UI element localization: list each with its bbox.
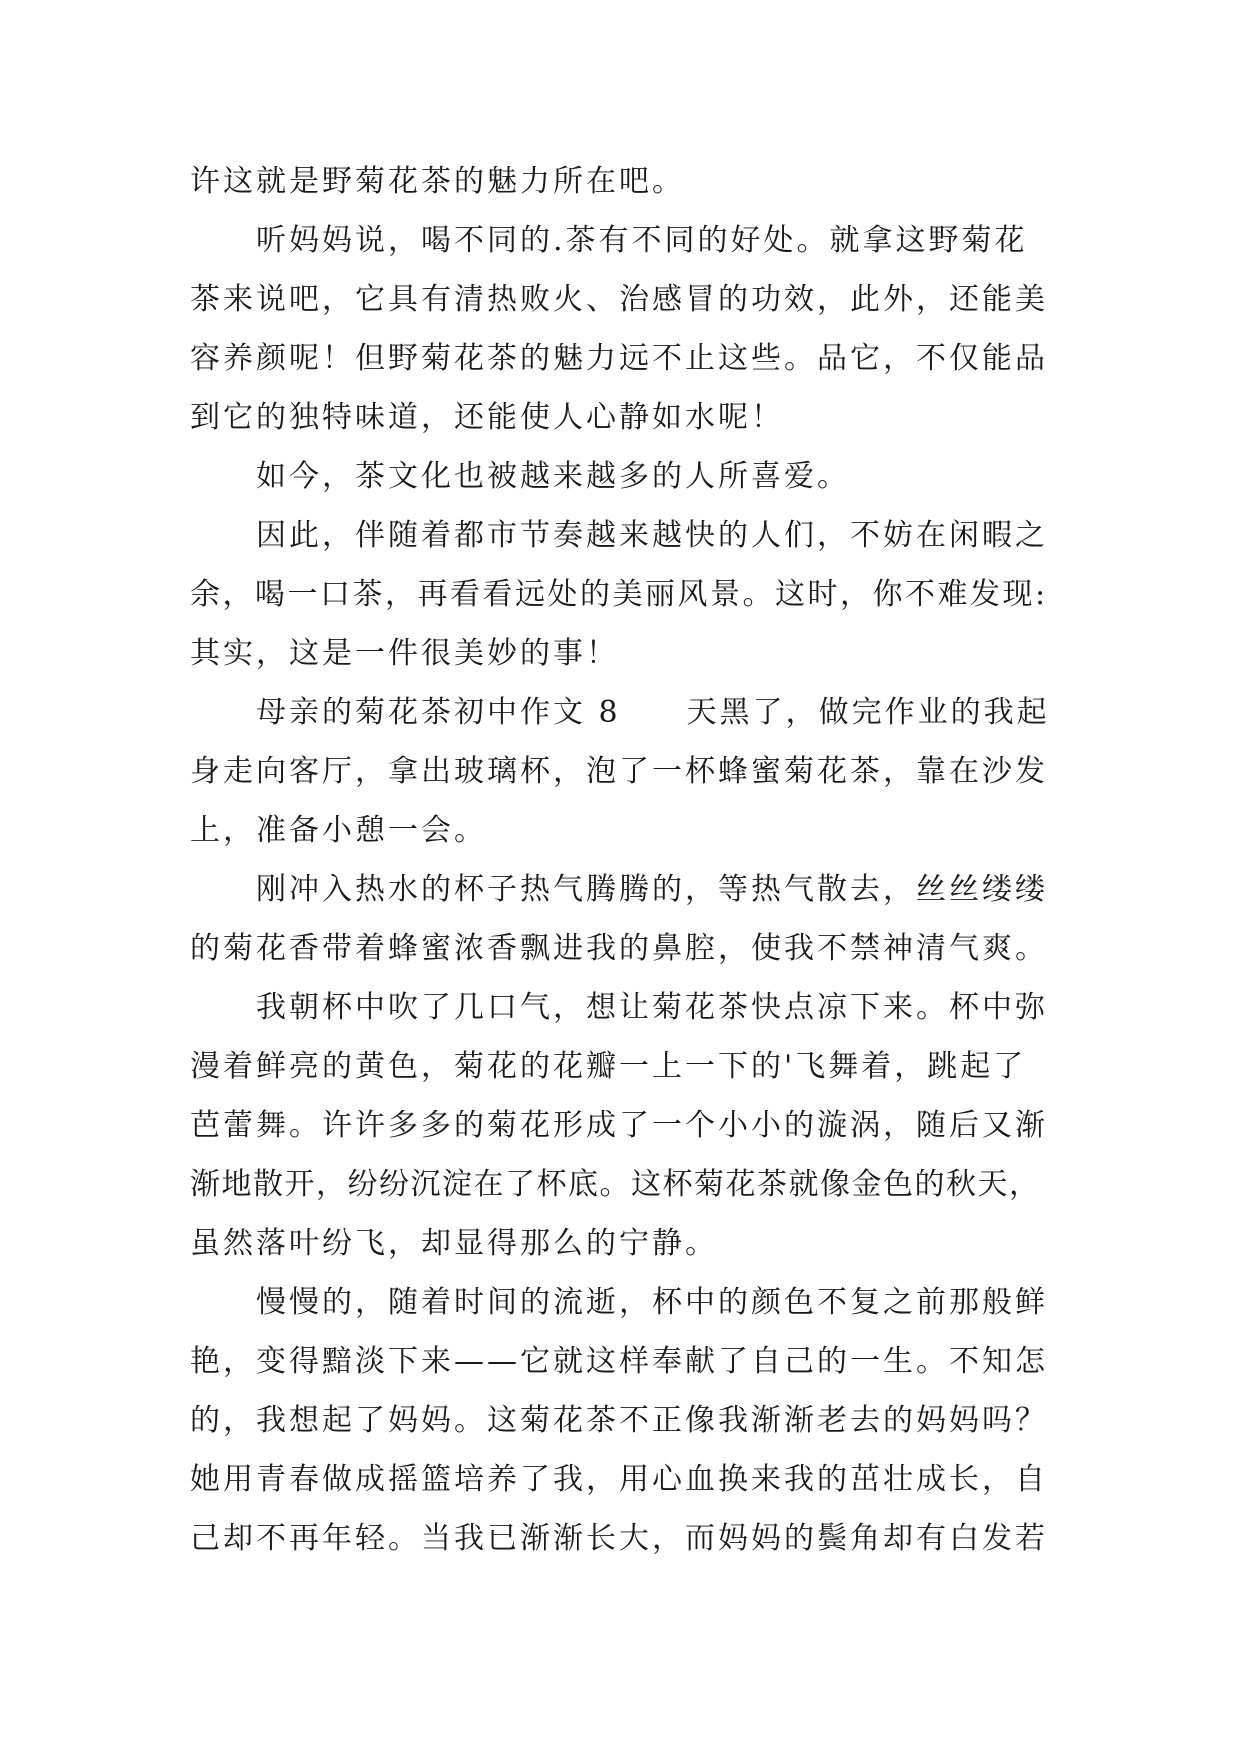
text-line: 渐地散开，纷纷沉淀在了杯底。这杯菊花茶就像金色的秋天，	[190, 1167, 1041, 1202]
text-line: 余，喝一口茶，再看看远处的美丽风景。这时，你不难发现:	[190, 577, 1048, 612]
text-line: 如今，茶文化也被越来越多的人所喜爱。	[256, 459, 850, 494]
text-line: 慢慢的，随着时间的流逝，杯中的颜色不复之前那般鲜	[256, 1285, 1048, 1320]
text-line: 的菊花香带着蜂蜜浓香飘进我的鼻腔，使我不禁神清气爽。	[190, 931, 1048, 966]
text-line: 芭蕾舞。许许多多的菊花形成了一个小小的漩涡，随后又渐	[190, 1108, 1048, 1143]
text-line: 己却不再年轻。当我已渐渐长大，而妈妈的鬓角却有白发若	[190, 1521, 1048, 1556]
text-line: 上，准备小憩一会。	[190, 813, 487, 848]
text-line: 身走向客厅，拿出玻璃杯，泡了一杯蜂蜜菊花茶，靠在沙发	[190, 754, 1048, 789]
text-line: 许这就是野菊花茶的魅力所在吧。	[190, 164, 685, 199]
text-line: 容养颜呢！但野菊花茶的魅力远不止这些。品它，不仅能品	[190, 341, 1048, 376]
text-line: 我朝杯中吹了几口气，想让菊花茶快点凉下来。杯中弥	[256, 990, 1048, 1025]
text-line: 母亲的菊花茶初中作文 8 天黑了，做完作业的我起	[256, 695, 1050, 730]
text-line: 艳，变得黯淡下来——它就这样奉献了自己的一生。不知怎	[190, 1344, 1048, 1379]
text-line: 因此，伴随着都市节奏越来越快的人们，不妨在闲暇之	[256, 518, 1048, 553]
text-line: 听妈妈说，喝不同的.茶有不同的好处。就拿这野菊花	[256, 223, 1028, 258]
text-line: 的，我想起了妈妈。这菊花茶不正像我渐渐老去的妈妈吗？	[190, 1403, 1048, 1438]
text-line: 刚冲入热水的杯子热气腾腾的，等热气散去，丝丝缕缕	[256, 872, 1048, 907]
text-line: 漫着鲜亮的黄色，菊花的花瓣一上一下的'飞舞着，跳起了	[190, 1049, 1027, 1084]
text-line: 虽然落叶纷飞，却显得那么的宁静。	[190, 1226, 718, 1261]
text-line: 到它的独特味道，还能使人心静如水呢！	[190, 400, 784, 435]
document-body	[190, 152, 1050, 1568]
text-line: 其实，这是一件很美妙的事！	[190, 636, 619, 671]
text-line: 她用青春做成摇篮培养了我，用心血换来我的茁壮成长，自	[190, 1462, 1048, 1497]
text-line: 茶来说吧，它具有清热败火、治感冒的功效，此外，还能美	[190, 282, 1048, 317]
